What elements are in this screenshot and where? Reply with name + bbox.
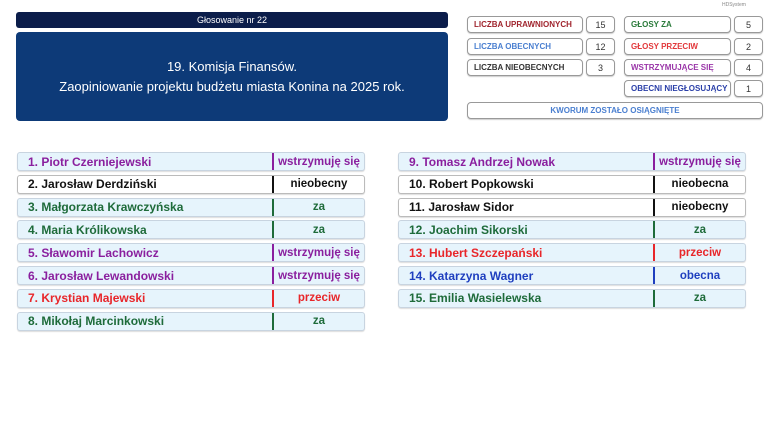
watermark: HDSystem	[722, 2, 746, 8]
member-name: 3. Małgorzata Krawczyńska	[28, 200, 184, 215]
member-name: 10. Robert Popkowski	[409, 177, 534, 192]
vote-row	[398, 198, 746, 217]
niegłosujacy-value: 1	[734, 80, 763, 97]
vote-value: za	[653, 290, 745, 307]
przeciw-label: GŁOSY PRZECIW	[624, 38, 731, 55]
vote-row	[17, 312, 365, 331]
nieobecnych-value: 3	[586, 59, 615, 76]
za-value: 5	[734, 16, 763, 33]
vote-row	[398, 152, 746, 171]
member-name: 13. Hubert Szczepański	[409, 245, 543, 260]
vote-value: obecna	[653, 267, 745, 284]
uprawnionych-label: LICZBA UPRAWNIONYCH	[467, 16, 583, 33]
member-name: 12. Joachim Sikorski	[409, 222, 528, 237]
member-name: 1. Piotr Czerniejewski	[28, 154, 152, 169]
przeciw-value: 2	[734, 38, 763, 55]
member-name: 14. Katarzyna Wagner	[409, 268, 534, 283]
uprawnionych-value: 15	[586, 16, 615, 33]
vote-value: wstrzymuję się	[653, 153, 745, 170]
member-name: 4. Maria Królikowska	[28, 222, 147, 237]
member-name: 2. Jarosław Derdziński	[28, 177, 157, 192]
vote-row	[17, 266, 365, 285]
vote-number-header: Głosowanie nr 22	[16, 12, 448, 28]
vote-row	[398, 266, 746, 285]
member-name: 9. Tomasz Andrzej Nowak	[409, 154, 556, 169]
vote-row	[398, 289, 746, 308]
obecnych-value: 12	[586, 38, 615, 55]
vote-row	[17, 175, 365, 194]
vote-value: za	[272, 313, 364, 330]
member-name: 8. Mikołaj Marcinkowski	[28, 314, 165, 329]
member-name: 5. Sławomir Lachowicz	[28, 245, 159, 260]
niegłosujacy-label: OBECNI NIEGŁOSUJĄCY	[624, 80, 731, 97]
vote-value: wstrzymuję się	[272, 153, 364, 170]
member-name: 7. Krystian Majewski	[28, 291, 146, 306]
vote-row	[17, 289, 365, 308]
topic-line-2: Zaopiniowanie projektu budżetu miasta Konina na 2025 rok.	[59, 78, 405, 94]
vote-value: za	[653, 221, 745, 238]
vote-value: przeciw	[272, 290, 364, 307]
vote-row	[17, 198, 365, 217]
kworum-status: KWORUM ZOSTAŁO OSIĄGNIĘTE	[467, 102, 763, 119]
member-name: 11. Jarosław Sidor	[409, 200, 514, 215]
vote-row	[398, 220, 746, 239]
topic-panel	[16, 32, 448, 121]
vote-value: za	[272, 199, 364, 216]
wstrzymujace-label: WSTRZYMUJĄCE SIĘ	[624, 59, 731, 76]
member-name: 6. Jarosław Lewandowski	[28, 268, 175, 283]
vote-value: nieobecna	[653, 176, 745, 193]
vote-row	[398, 175, 746, 194]
vote-row	[398, 243, 746, 262]
wstrzymujace-value: 4	[734, 59, 763, 76]
obecnych-label: LICZBA OBECNYCH	[467, 38, 583, 55]
vote-row	[17, 220, 365, 239]
vote-value: przeciw	[653, 244, 745, 261]
za-label: GŁOSY ZA	[624, 16, 731, 33]
vote-row	[17, 152, 365, 171]
member-name: 15. Emilia Wasielewska	[409, 291, 542, 306]
vote-value: nieobecny	[272, 176, 364, 193]
topic-line-1: 19. Komisja Finansów.	[166, 58, 298, 74]
vote-row	[17, 243, 365, 262]
vote-value: wstrzymuję się	[272, 267, 364, 284]
vote-value: wstrzymuję się	[272, 244, 364, 261]
vote-value: nieobecny	[653, 199, 745, 216]
vote-value: za	[272, 221, 364, 238]
nieobecnych-label: LICZBA NIEOBECNYCH	[467, 59, 583, 76]
